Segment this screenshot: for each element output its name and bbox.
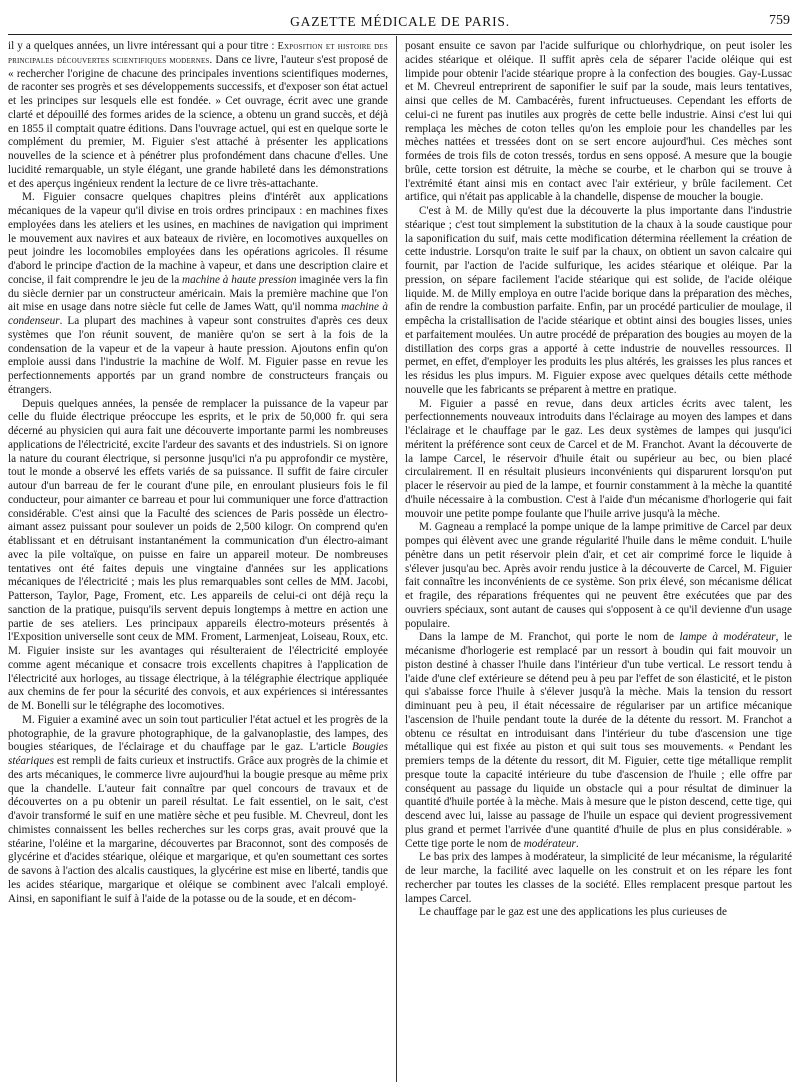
paragraph [405, 906, 792, 920]
paragraph [405, 851, 792, 906]
paragraph-text: , le mécanisme d'horlogerie est remplacé par un ressort à boudin qui fait mouvoir un piston destiné à chasser l'huile dans l'intérieur d'un tube vertical. Le ressort tendu à l'aide d'une clef extérieure se détend peu à peu par l'effet de son élasticité, et le piston qui s'abaisse force l'huile à s'élever jusqu'à la mèche. Mais la tension du ressort diminuant peu à peu, il était nécessaire de régulariser par un artifice mécanique l'ascension de l'huile pendant toute la durée de la détente du ressort. M. Franchot a obtenu ce résultat en introduisant dans l'intérieur du tube d'ascension une tige métallique qui est fixée au piston et qui suit tous ses mouvements. « Pendant les premiers temps de la détente du ressort, dit M. Figuier, cette tige métallique remplit presque toute la capacité intérieure du tube d'ascension de l'huile ; elle offre par conséquent au passage du liquide un obstacle qui a pour résultat de diminuer la quantité d'huile portée à la mèche. Mais à mesure que le piston descend, cette tige, qui descend avec lui, laisse au passage de l'huile un espace qui devient progressivement plus grand et permet l'arrivée d'une quantité d'huile de plus en plus considérable. » Cette tige porte le nom de [405, 631, 792, 850]
page-number: 759 [769, 13, 790, 28]
paragraph-text: Le bas prix des lampes à modérateur, la simplicité de leur mécanisme, la régularité de leur marche, la facilité avec laquelle on les construit et on les répare les font rechercher par toutes les classes de la société. Elles remplacent presque partout les lampes Carcel. [405, 851, 792, 905]
paragraph-text: il y a quelques années, un livre intéressant qui a pour titre : [8, 40, 278, 52]
paragraph-text: C'est à M. de Milly qu'est due la découverte la plus importante dans l'industrie stéarique ; c'est tout simplement la substitution de la chaux à la soude caustique pour la saponification du suif, mais cette modification détermina réellement la création de cette industrie. Lorsqu'on traite le suif par la chaux, on obtient un savon calcaire qui fournit, par l'action de l'acide sulfurique, les acides stéarique et oléique. Par la pression, on sépare facilement l'acide stéarique qui est solide, de l'acide oléique liquide. M. de Milly employa en outre l'acide borique dans la préparation des mèches, afin de rendre la combustion parfaite. Enfin, par un procédé particulier de moulage, il empêcha la cristallisation de l'acide stéarique et obtint ainsi des bougies lisses, unies et parfaitement moulées. Un autre procédé de préparation des bougies au moyen de la distillation des corps gras a apporté à cette industrie de nouvelles ressources. Il permet, en effet, d'employer les produits les plus altérés, les graisses les plus rances et les résidus les plus impurs. M. Figuier expose avec quelques détails cette méthode nouvelle que les fabricants se préparent à mettre en pratique. [405, 205, 792, 396]
paragraph-text: . La plupart des machines à vapeur sont construites d'après ces deux systèmes que l'on réunit souvent, de manière qu'on se sert à la fois de la condensation de la vapeur et de la vapeur à haute pression. Ajoutons enfin qu'on emploie aussi dans l'industrie la machine de Wolf. M. Figuier passe en revue les perfectionnements apportés par un grand nombre de constructeurs français ou étrangers. [8, 315, 388, 396]
paragraph-text: M. Figuier consacre quelques chapitres pleins d'intérêt aux applications mécaniques de la vapeur qu'il divise en trois ordres principaux : en machines fixes employées dans les ateliers et les usines, en machines de navigation qui impriment le mouvement aux navires et aux bateaux de rivière, en locomotives auxquelles on peut joindre les locomobiles employées dans les opérations agricoles. Il résume d'abord le principe d'action de la machine à vapeur, et dans une description claire et concise, il fait comprendre le jeu de la [8, 191, 388, 286]
paragraph-text: M. Figuier a passé en revue, dans deux articles écrits avec talent, les perfectionnements nouveaux introduits dans l'éclairage au moyen des lampes et dans l'éclairage et le chauffage par le gaz. Les deux systèmes de lampes qui jusqu'ici méritent la préférence sont ceux de Carcel et de M. Franchot. Avant la découverte de la lampe Carcel, le réservoir d'huile était ou supérieur au bec, ou bien placé circulairement. Il en résultait plusieurs inconvénients qui disparurent lorsqu'on put placer le réservoir au pied de la lampe, et fournir constamment à la mèche la quantité d'huile nécessaire à la combustion. C'est à l'aide d'un mécanisme d'horlogerie qui fait mouvoir une petite pompe foulante que l'huile arrive jusqu'à la mèche. [405, 397, 792, 520]
italic-term: lampe à modérateur [679, 631, 776, 644]
paragraph-text: Dans ce livre, l'auteur s'est proposé de « rechercher l'origine de chacune des principales inventions scientifiques modernes, de raconter ses progrès et ses développements successifs, et d'exposer son état actuel et les principes sur lesquels elle est fondée. » Cet ouvrage, écrit avec une grande clarté et dépouillé des formes arides de la science, a obtenu un grand succès, et déjà en 1855 il comptait quatre éditions. Dans l'ouvrage actuel, qui est en quelque sorte le complément du premier, M. Figuier s'est attaché à présenter les applications nouvelles de la science et à pénétrer plus profondément dans chacune d'elles. Une lucidité remarquable, un style élégant, une grande habileté dans les démonstrations et des aperçus ingénieux rendent la lecture de ce livre très-attachante. [8, 53, 388, 190]
paragraph [405, 40, 792, 205]
journal-title: GAZETTE MÉDICALE DE PARIS. [290, 14, 510, 29]
italic-term: machine à condenseur [8, 301, 388, 327]
paragraph-text: M. Gagneau a remplacé la pompe unique de la lampe primitive de Carcel par deux pompes qui élèvent avec une grande régularité l'huile dans le même conduit. L'huile pénètre dans un petit réservoir plein d'air, et cet air comprimé force le liquide à s'élever jusqu'au bec. Après avoir rendu justice à la découverte de Carcel, M. Figuier fait connaître les inconvénients de ce système. Son prix élevé, son mécanisme délicat et fragile, des réparations fréquentes qui ne peuvent être exécutées que par des ouvriers spéciaux, sont autant de causes qui s'opposent à ce qu'il devienne d'un usage populaire. [405, 521, 792, 630]
left-column [8, 40, 388, 1080]
paragraph-text: imaginée vers la fin du siècle dernier par un constructeur américain. Mais la première machine que l'on ait mise en usage dans notre siècle fut celle de James Watt, qu'il nomma [8, 273, 388, 314]
italic-term: Bougies stéariques [8, 741, 388, 767]
paragraph-text: Dans la lampe de M. Franchot, qui porte le nom de [419, 631, 680, 644]
paragraph-text: Le chauffage par le gaz est une des applications les plus curieuses de [419, 906, 727, 919]
small-caps-title: Exposition et histoire des principales découvertes scientifiques modernes. [8, 41, 388, 66]
paragraph-text: M. Figuier a examiné avec un soin tout particulier l'état actuel et les progrès de la photographie, de la gravure photographique, de la galvanoplastie, des lampes, des bougies stéariques, de l'éclairage et du chauffage par le gaz. L'article [8, 713, 388, 754]
paragraph-text: posant ensuite ce savon par l'acide sulfurique ou chlorhydrique, on peut isoler les acides stéarique et oléique. Il suffit après cela de séparer l'acide oléique qui est limpide pour obtenir l'acide stéarique propre à la confection des bougies. Gay-Lussac et M. Chevreul entreprirent de saponifier le suif par la soude, mais leurs tentatives, ainsi que celles de M. Cambacérès, furent infructueuses. Cependant les efforts de celui-ci ne furent pas inutiles aux progrès de cette belle industrie. Ainsi c'est lui qui remplaça les mèches de coton telles qu'on les emploie pour les chandelles par les mèches nattées et tressées dont on se sert encore aujourd'hui. Ces mèches sont formées de trois fils de coton tressés, tordus en sens opposé. A mesure que la bougie brûle, cette torsion est détruite, la mèche se courbe, et le charbon qui se trouve à l'extrémité étant ainsi mis en contact avec l'air extérieur, y brûle facilement. Cet artifice, qui n'était pas applicable à la chandelle, dispense de moucher la bougie. [405, 40, 792, 204]
italic-term: machine à haute pression [182, 273, 297, 286]
italic-term: modérateur [523, 837, 576, 850]
paragraph-text: . [575, 837, 579, 850]
paragraph-text: est rempli de faits curieux et instructifs. Grâce aux progrès de la chimie et des arts mécaniques, le commerce livre aujourd'hui la bougie presque au même prix que la chandelle. L'auteur fait connaître par quel concours de travaux et de découvertes on a pu obtenir un pareil résultat. Le fait essentiel, on le sait, c'est d'avoir transformé le suif en une matière sèche et peu fusible. M. Chevreul, dont les chimistes connaissent les belles recherches sur les corps gras, avait prouvé que la stéarine, l'oléine et la margarine, découvertes par Braconnot, sont des composés de glycérine et d'acides stéarique, oléique et margarique, et qu'en soumettant ces sortes de savons à l'action des alcalis caustiques, la glycérine est mise en liberté, tandis que les acides stéarique, margarique et oléique se combinent avec l'alcali employé. Ainsi, en saponifiant le suif à l'aide de la potasse ou de la soude, et en décom- [8, 755, 388, 905]
running-header [0, 0, 800, 34]
paragraph [405, 398, 792, 522]
paragraph [405, 205, 792, 398]
paragraph [8, 40, 388, 191]
paragraph [405, 631, 792, 851]
right-column [405, 40, 792, 1080]
column-divider [396, 36, 397, 1082]
paragraph [8, 398, 388, 714]
paragraph [8, 714, 388, 907]
header-rule [8, 34, 792, 35]
paragraph-text: Depuis quelques années, la pensée de remplacer la puissance de la vapeur par celle du fluide électrique préoccupe les esprits, et le prix de 50,000 fr. qui sera décerné au physicien qui aura fait une découverte importante parmi les nombreuses applications de l'électricité, excite l'ardeur des savants et des industriels. Si on ignore la nature du courant électrique, si personne jusqu'ici n'a pu approfondir ce mystère, tout le monde a observé les effets variés de sa puissance. Il suffit de faire circuler autour d'un barreau de fer le courant d'une pile, en enroulant plusieurs fois le fil conducteur, pour aimanter ce barreau et pour lui communiquer une force d'attraction considérable. C'est ainsi que la Faculté des sciences de Paris possède un électro-aimant assez puissant pour soulever un poids de 2,500 kilogr. On comprend qu'en établissant et en détruisant instantanément la communication d'un électro-aimant avec la pile voltaïque, on puisse en faire un appareil moteur. De nombreuses tentatives ont été faites depuis une vingtaine d'années sur les applications mécaniques de l'électricité ; mais les plus remarquables sont celles de MM. Jacobi, Patterson, Taylor, Page, Froment, etc. Les appareils de celui-ci ont déjà reçu la sanction de la pratique, puisqu'ils servent depuis longtemps à mettre en action une partie de ses ateliers. Les principaux appareils électro-moteurs présentés à l'Exposition universelle sont ceux de MM. Froment, Larmenjeat, Loiseau, Roux, etc. M. Figuier insiste sur les avantages qui résulteraient de l'électricité employée comme agent mécanique et consacre trois excellents chapitres à l'application de l'électricité aux horloges, au tissage électrique, à la télégraphie électrique appliquée aux chemins de fer pour la sécurité des convois, et aux expériences si intéressantes de M. Bonelli sur le télégraphe des locomotives. [8, 397, 388, 712]
paragraph [405, 521, 792, 631]
paragraph [8, 191, 388, 397]
